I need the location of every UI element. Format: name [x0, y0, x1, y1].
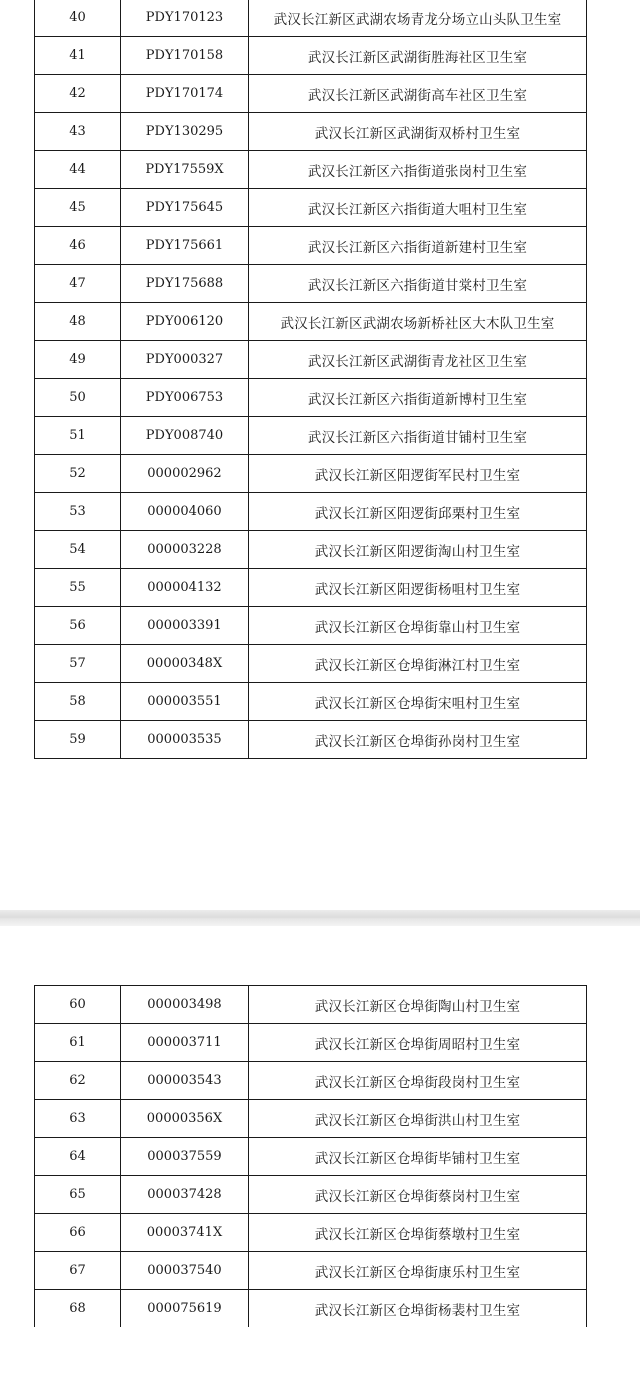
clinic-name-cell: 武汉长江新区仓埠街洪山村卫生室 — [249, 1100, 587, 1138]
row-number-cell: 59 — [35, 721, 121, 759]
clinic-name-cell: 武汉长江新区仓埠街淋江村卫生室 — [249, 645, 587, 683]
row-number-cell: 52 — [35, 455, 121, 493]
table-row — [35, 1290, 587, 1328]
clinic-name-cell: 武汉长江新区仓埠街周昭村卫生室 — [249, 1024, 587, 1062]
row-number-cell: 40 — [35, 0, 121, 37]
row-number-cell: 57 — [35, 645, 121, 683]
table-row — [35, 455, 587, 493]
table-row — [35, 379, 587, 417]
clinic-code-cell: PDY175661 — [121, 227, 249, 265]
clinic-code-cell: 000003711 — [121, 1024, 249, 1062]
table-row — [35, 1138, 587, 1176]
clinic-name-cell: 武汉长江新区仓埠街毕铺村卫生室 — [249, 1138, 587, 1176]
table-row — [35, 683, 587, 721]
row-number-cell: 61 — [35, 1024, 121, 1062]
clinic-code-cell: PDY006753 — [121, 379, 249, 417]
clinic-code-cell: 00000356X — [121, 1100, 249, 1138]
table-row — [35, 265, 587, 303]
clinic-name-cell: 武汉长江新区六指街道大咀村卫生室 — [249, 189, 587, 227]
table-row — [35, 1176, 587, 1214]
table-row — [35, 113, 587, 151]
row-number-cell: 46 — [35, 227, 121, 265]
table-row — [35, 1062, 587, 1100]
table-row — [35, 417, 587, 455]
table-row — [35, 75, 587, 113]
row-number-cell: 56 — [35, 607, 121, 645]
clinic-name-cell: 武汉长江新区仓埠街靠山村卫生室 — [249, 607, 587, 645]
clinic-name-cell: 武汉长江新区武湖农场新桥社区大木队卫生室 — [249, 303, 587, 341]
clinic-name-cell: 武汉长江新区阳逻街淘山村卫生室 — [249, 531, 587, 569]
clinic-name-cell: 武汉长江新区阳逻街军民村卫生室 — [249, 455, 587, 493]
table-row — [35, 1214, 587, 1252]
row-number-cell: 54 — [35, 531, 121, 569]
row-number-cell: 49 — [35, 341, 121, 379]
row-number-cell: 63 — [35, 1100, 121, 1138]
table-row — [35, 569, 587, 607]
clinic-code-cell: PDY006120 — [121, 303, 249, 341]
clinic-name-cell: 武汉长江新区六指街道甘棠村卫生室 — [249, 265, 587, 303]
clinic-name-cell: 武汉长江新区六指街道甘铺村卫生室 — [249, 417, 587, 455]
table-row — [35, 227, 587, 265]
table-row — [35, 37, 587, 75]
row-number-cell: 47 — [35, 265, 121, 303]
clinic-name-cell: 武汉长江新区武湖街高车社区卫生室 — [249, 75, 587, 113]
row-number-cell: 51 — [35, 417, 121, 455]
row-number-cell: 48 — [35, 303, 121, 341]
clinic-code-cell: 000004132 — [121, 569, 249, 607]
clinic-code-cell: 00003741X — [121, 1214, 249, 1252]
clinic-name-cell: 武汉长江新区阳逻街杨咀村卫生室 — [249, 569, 587, 607]
table-row — [35, 531, 587, 569]
clinic-table-body — [35, 986, 587, 1328]
clinic-name-cell: 武汉长江新区武湖街双桥村卫生室 — [249, 113, 587, 151]
clinic-name-cell: 武汉长江新区阳逻街邱栗村卫生室 — [249, 493, 587, 531]
table-row — [35, 493, 587, 531]
clinic-name-cell: 武汉长江新区武湖街青龙社区卫生室 — [249, 341, 587, 379]
clinic-table-body — [35, 0, 587, 759]
clinic-code-cell: 000004060 — [121, 493, 249, 531]
table-row — [35, 1252, 587, 1290]
clinic-code-cell: PDY130295 — [121, 113, 249, 151]
page-separator — [0, 910, 640, 926]
clinic-code-cell: PDY175645 — [121, 189, 249, 227]
clinic-code-cell: 000003228 — [121, 531, 249, 569]
row-number-cell: 58 — [35, 683, 121, 721]
clinic-name-cell: 武汉长江新区仓埠街宋咀村卫生室 — [249, 683, 587, 721]
clinic-code-cell: PDY175688 — [121, 265, 249, 303]
row-number-cell: 42 — [35, 75, 121, 113]
row-number-cell: 50 — [35, 379, 121, 417]
clinic-code-cell: 000037559 — [121, 1138, 249, 1176]
clinic-table-page-1 — [34, 0, 587, 759]
clinic-name-cell: 武汉长江新区仓埠街段岗村卫生室 — [249, 1062, 587, 1100]
clinic-code-cell: PDY170123 — [121, 0, 249, 37]
clinic-name-cell: 武汉长江新区仓埠街蔡墩村卫生室 — [249, 1214, 587, 1252]
clinic-name-cell: 武汉长江新区六指街道张岗村卫生室 — [249, 151, 587, 189]
clinic-code-cell: PDY000327 — [121, 341, 249, 379]
clinic-name-cell: 武汉长江新区六指街道新博村卫生室 — [249, 379, 587, 417]
clinic-code-cell: 000003535 — [121, 721, 249, 759]
clinic-name-cell: 武汉长江新区仓埠街孙岗村卫生室 — [249, 721, 587, 759]
clinic-code-cell: PDY008740 — [121, 417, 249, 455]
row-number-cell: 68 — [35, 1290, 121, 1328]
row-number-cell: 43 — [35, 113, 121, 151]
table-row — [35, 341, 587, 379]
table-row — [35, 1024, 587, 1062]
row-number-cell: 62 — [35, 1062, 121, 1100]
row-number-cell: 66 — [35, 1214, 121, 1252]
table-row — [35, 645, 587, 683]
clinic-code-cell: PDY17559X — [121, 151, 249, 189]
row-number-cell: 44 — [35, 151, 121, 189]
row-number-cell: 60 — [35, 986, 121, 1024]
clinic-name-cell: 武汉长江新区仓埠街陶山村卫生室 — [249, 986, 587, 1024]
table-row — [35, 721, 587, 759]
clinic-code-cell: PDY170174 — [121, 75, 249, 113]
clinic-code-cell: 000003543 — [121, 1062, 249, 1100]
table-row — [35, 151, 587, 189]
clinic-code-cell: 000003391 — [121, 607, 249, 645]
clinic-code-cell: 000037540 — [121, 1252, 249, 1290]
table-row — [35, 0, 587, 37]
clinic-name-cell: 武汉长江新区仓埠街杨裴村卫生室 — [249, 1290, 587, 1328]
table-row — [35, 607, 587, 645]
clinic-code-cell: 00000348X — [121, 645, 249, 683]
row-number-cell: 67 — [35, 1252, 121, 1290]
clinic-code-cell: 000002962 — [121, 455, 249, 493]
row-number-cell: 55 — [35, 569, 121, 607]
row-number-cell: 64 — [35, 1138, 121, 1176]
clinic-code-cell: 000003551 — [121, 683, 249, 721]
clinic-code-cell: 000075619 — [121, 1290, 249, 1328]
clinic-name-cell: 武汉长江新区武湖街胜海社区卫生室 — [249, 37, 587, 75]
row-number-cell: 41 — [35, 37, 121, 75]
clinic-code-cell: 000037428 — [121, 1176, 249, 1214]
clinic-name-cell: 武汉长江新区仓埠街蔡岗村卫生室 — [249, 1176, 587, 1214]
clinic-table-page-2 — [34, 985, 587, 1327]
table-row — [35, 1100, 587, 1138]
table-row — [35, 986, 587, 1024]
table-row — [35, 303, 587, 341]
clinic-code-cell: PDY170158 — [121, 37, 249, 75]
row-number-cell: 65 — [35, 1176, 121, 1214]
table-row — [35, 189, 587, 227]
clinic-name-cell: 武汉长江新区武湖农场青龙分场立山头队卫生室 — [249, 0, 587, 37]
row-number-cell: 45 — [35, 189, 121, 227]
clinic-code-cell: 000003498 — [121, 986, 249, 1024]
clinic-name-cell: 武汉长江新区仓埠街康乐村卫生室 — [249, 1252, 587, 1290]
row-number-cell: 53 — [35, 493, 121, 531]
clinic-name-cell: 武汉长江新区六指街道新建村卫生室 — [249, 227, 587, 265]
